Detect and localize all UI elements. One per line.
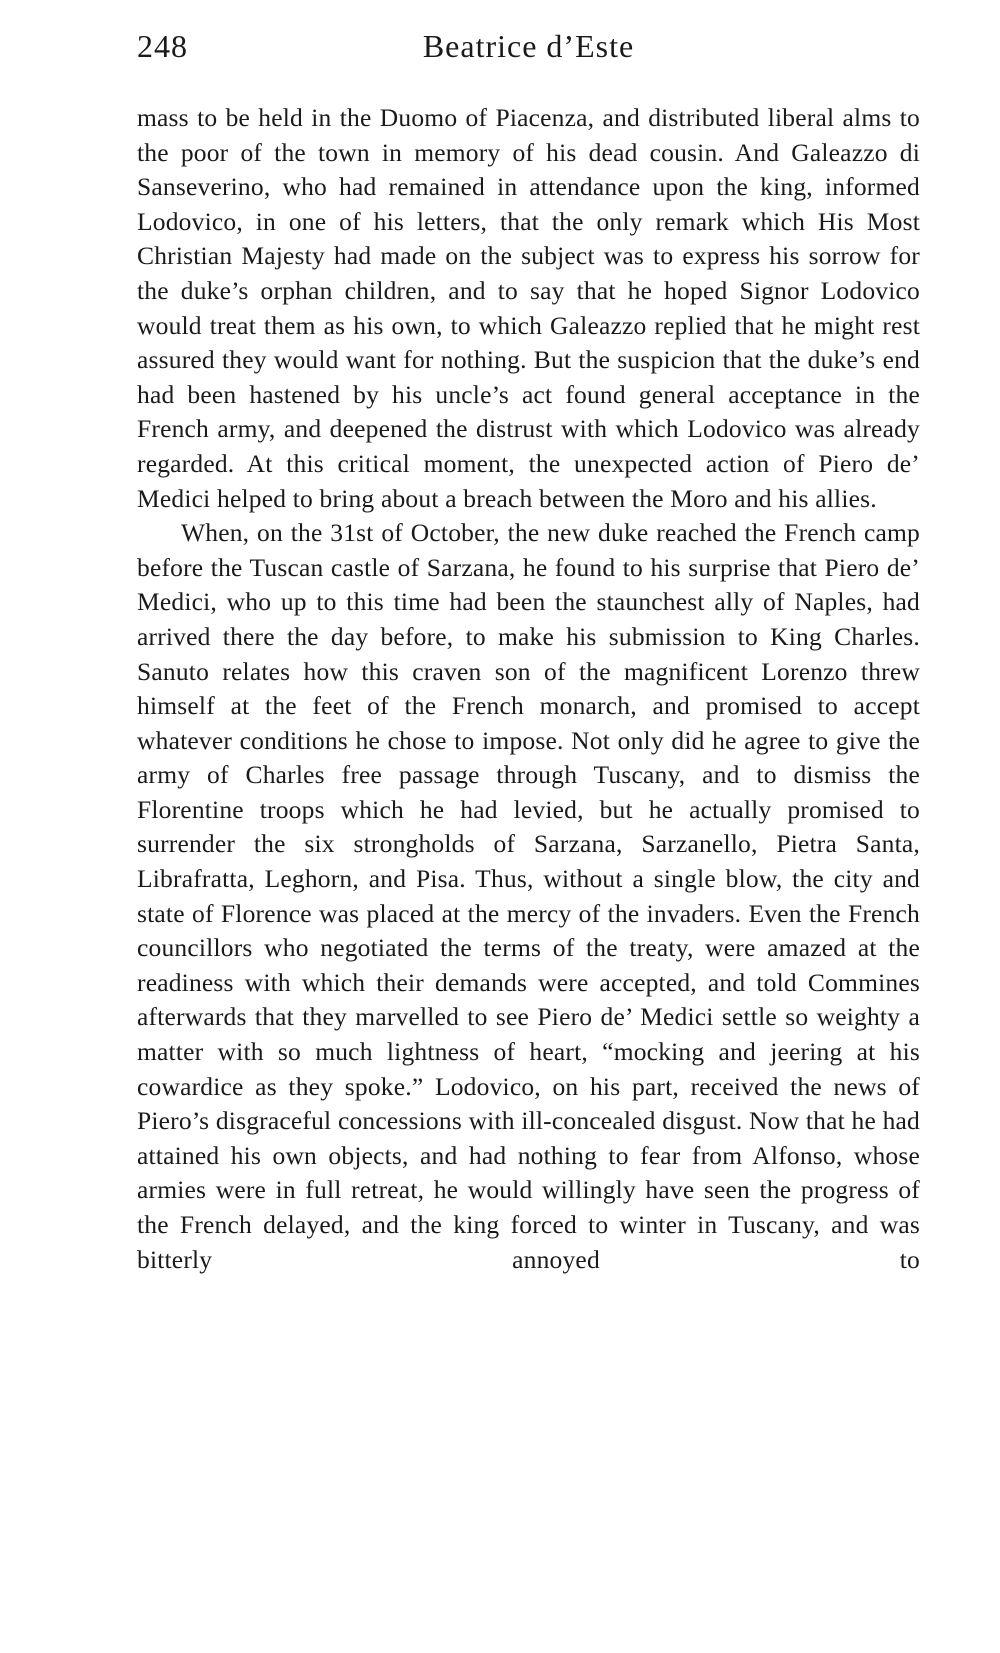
paragraph-sarzana: When, on the 31st of October, the new duke reached the French camp before the Tuscan castle of Sarzana, he found to his surprise that Piero de’ Medici, who up to this time had been the staunchest ally of Naples, had arrived there the day before, to make his submission to King Charles. Sanuto relates how this craven son of the magnificent Lorenzo threw himself at the feet of the French monarch, and promised to accept whatever conditions he chose to impose. Not only did he agree to give the army of Charles free passage through Tuscany, and to dismiss the Florentine troops which he had levied, but he actually promised to surrender the six strongholds of Sarzana, Sarzanello, Pietra Santa, Librafratta, Leghorn, and Pisa. Thus, without a single blow, the city and state of Florence was placed at the mercy of the invaders. Even the French councillors who negotiated the terms of the treaty, were amazed at the readiness with which their demands were accepted, and told Commines afterwards that they marvelled to see Piero de’ Medici settle so weighty a matter with so much lightness of heart, “mocking and jeering at his cowardice as they spoke.” Lodovico, on his part, received the news of Piero’s disgraceful concessions with ill-concealed disgust. Now that he had attained his own objects, and had nothing to fear from Alfonso, whose armies were in full retreat, he would willingly have seen the progress of the French delayed, and the king forced to winter in Tuscany, and was bitterly annoyed to xyxy=(137,518,920,1274)
running-head xyxy=(137,28,920,80)
body-text xyxy=(137,101,920,1277)
page-number: 248 xyxy=(137,28,188,64)
paragraph-continued: mass to be held in the Duomo of Piacenza, and distributed liberal alms to the poor of the town in memory of his dead cousin. And Galeazzo di Sanseverino, who had remained in attendance upon the king, informed Lodovico, in one of his letters, that the only remark which His Most Christian Majesty had made on the subject was to express his sorrow for the duke’s orphan children, and to say that he hoped Signor Lodovico would treat them as his own, to which Galeazzo replied that he might rest assured they would want for nothing. But the suspicion that the duke’s end had been hastened by his uncle’s act found general acceptance in the French army, and deepened the distrust with which Lodovico was already regarded. At this critical moment, the unexpected action of Piero de’ Medici helped to bring about a breach between the Moro and his allies. xyxy=(137,103,920,513)
running-title: Beatrice d’Este xyxy=(422,28,635,64)
